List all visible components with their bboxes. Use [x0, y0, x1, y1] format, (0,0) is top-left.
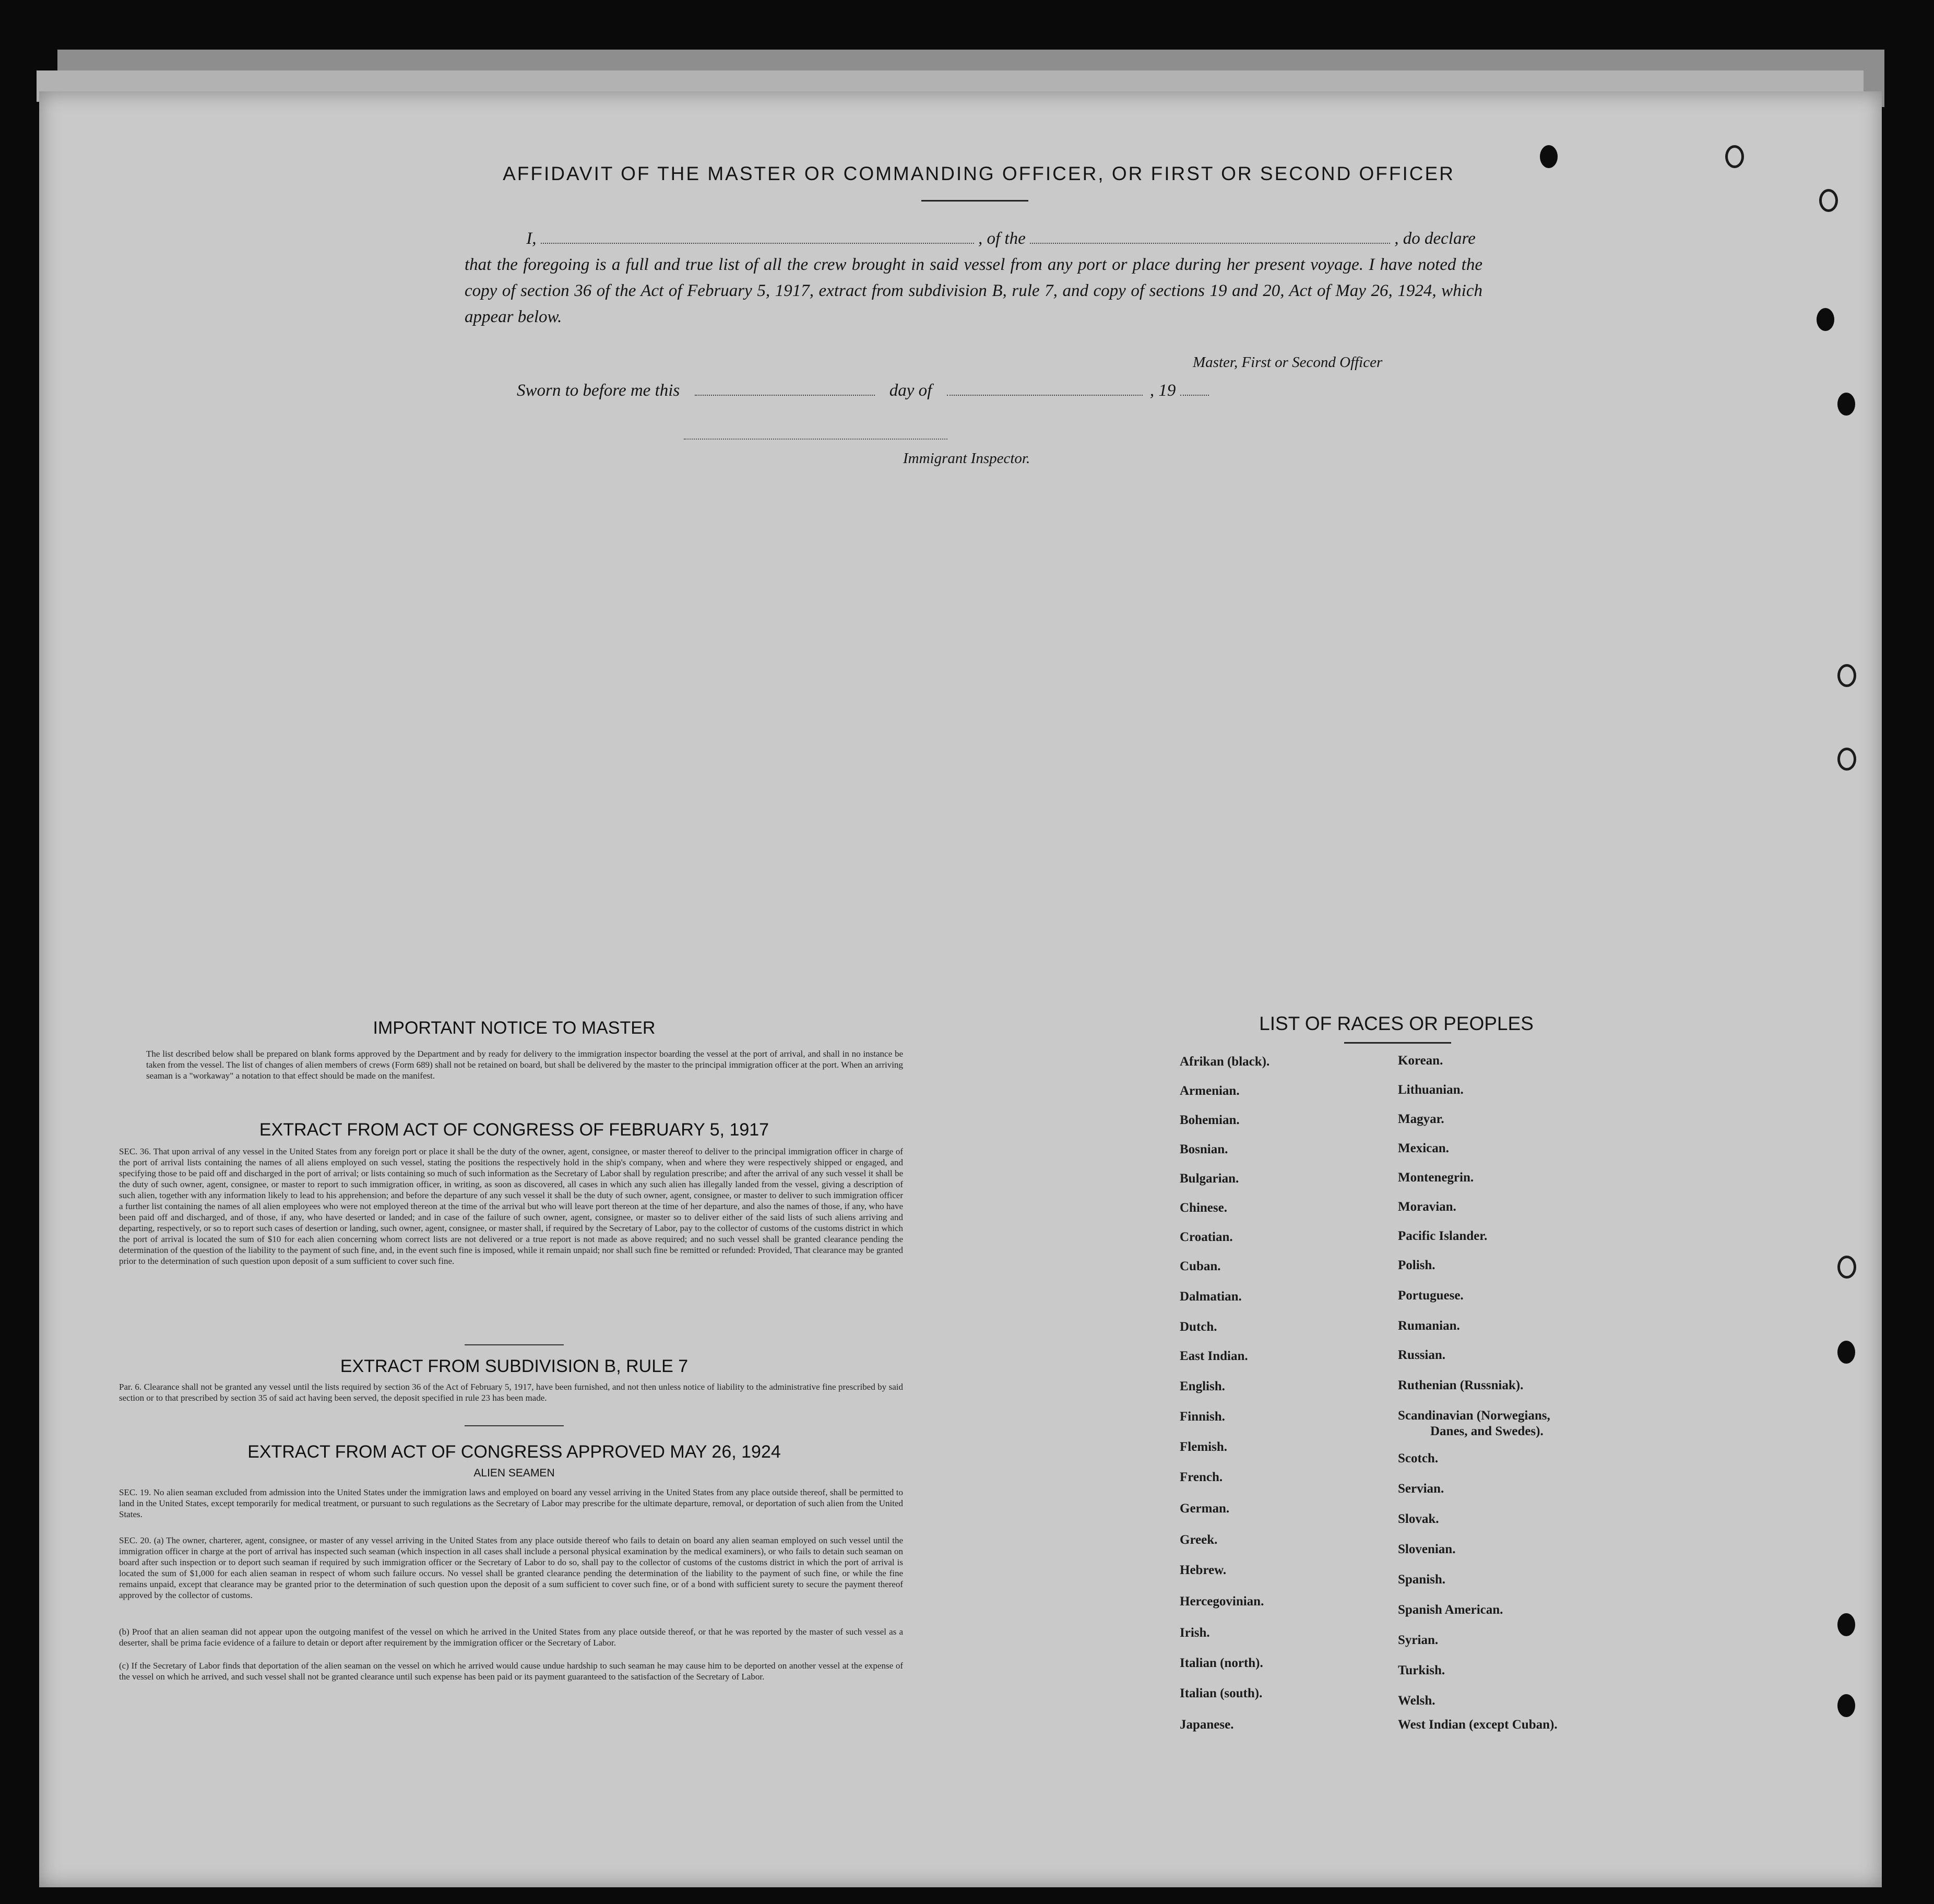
- notice-text: The list described below shall be prepared on blank forms approved by the Department and by ready for delivery to the immigration inspector boarding the vessel at the port of arrival, and shall in no instance be taken from the vessel. The list of changes of alien members of crews (Form 689) shall not be retained on board, but shall be delivered by the master to the principal immigration officer at the port. When an arriving seaman is a "workaway" a notation to that effect should be made on the manifest.: [146, 1049, 903, 1081]
- binder-hole-icon: [1837, 393, 1855, 416]
- race-left-item: German.: [1180, 1501, 1230, 1516]
- race-left-item: Hebrew.: [1180, 1563, 1227, 1577]
- race-right-item: Spanish American.: [1398, 1603, 1503, 1617]
- binder-hole-icon: [1837, 748, 1856, 771]
- race-right-item: Syrian.: [1398, 1633, 1439, 1647]
- master-signature-label: Master, First or Second Officer: [1193, 354, 1383, 371]
- race-right-item: Spanish.: [1398, 1572, 1446, 1587]
- race-left-item: Cuban.: [1180, 1259, 1221, 1273]
- extract-1924-sec20a: SEC. 20. (a) The owner, charterer, agent, consignee, or master of any vessel arriving in the United States from any place outside thereof who fails to detain on board any alien seaman employed on such vessel until the immigration officer in charge at the port of arrival has inspected such seaman (which inspection in all cases shall include a personal physical examination by the medical examiners), or who fails to detain such seaman on board after such inspection or to deport such seaman if required by such immigration officer or the Secretary of Labor to do so, shall pay to the collector of customs of the customs district in which the port of arrival is located the sum of $1,000 for each alien seaman in respect of whom such failure occurs. No vessel shall be granted clearance pending the determination of the liability to the payment of such fine, or while the fine remains unpaid, except that clearance may be granted prior to the determination of such question upon the deposit of a sum sufficient to cover such fine, or of a bond with sufficient surety to secure the payment thereof approved by the collector of customs.: [119, 1535, 903, 1600]
- race-right-item: Lithuanian.: [1398, 1083, 1464, 1097]
- year-label: , 19: [1149, 381, 1176, 400]
- race-left-item: East Indian.: [1180, 1349, 1248, 1363]
- race-left-item: Dutch.: [1180, 1320, 1217, 1334]
- race-left-item: Bohemian.: [1180, 1113, 1240, 1127]
- race-right-item: Russian.: [1398, 1348, 1446, 1362]
- race-right-item: Portuguese.: [1398, 1288, 1464, 1303]
- race-left-item: Bulgarian.: [1180, 1172, 1239, 1186]
- binder-hole-icon: [1837, 1341, 1855, 1364]
- extract-1917-text: SEC. 36. That upon arrival of any vessel in the United States from any foreign port or place it shall be the duty of the owner, agent, consignee, or master thereof to deliver to the principal immigration officer in charge of the port of arrival lists containing the names of all aliens employed on such vessel, stating the positions the respectively hold in the ship's company, when and where they were respectively shipped or engaged, and specifying those to be paid off and discharged in the port of arrival; or lists containing so much of such information as the Secretary of Labor shall by regulation prescribe; and after the arrival of any such vessel it shall be the duty of such owner, agent, consignee, or master to report to such immigration officer, in writing, as soon as discovered, all cases in which any such alien has illegally landed from the vessel, giving a description of such alien, together with any information likely to lead to his apprehension; and before the departure of any such vessel it shall be the duty of such owner, agent, consignee, or master to deliver to such immigration officer a further list containing the names of all alien employees who were not employed thereon at the time of the arrival but who will leave port thereon at the time of her departure, and also the names of those, if any, who have been paid off and discharged, and of those, if any, who have deserted or landed; and in case of the failure of such owner, agent, consignee, or master so to deliver either of the said lists of such aliens arriving and departing, respectively, or so to report such cases of desertion or landing, such owner, agent, consignee, or master shall, if required by the Secretary of Labor, pay to the collector of customs of the customs district in which the port of arrival is located the sum of $10 for each alien concerning whom correct lists are not delivered or a true report is not made as above required; and no such vessel shall be granted clearance pending the determination of the question of the liability to the payment of such fine, and, in the event such fine is imposed, while it remain unpaid; nor shall such fine be remitted or refunded: Provided, That clearance may be granted prior to the determination of such question upon deposit of a sum sufficient to cover such fine.: [119, 1146, 903, 1266]
- inspector-signature-line: [684, 439, 947, 440]
- race-right-item: Slovak.: [1398, 1512, 1439, 1526]
- race-left-item: Armenian.: [1180, 1084, 1240, 1098]
- race-right-item: Danes, and Swedes).: [1430, 1424, 1544, 1438]
- race-left-item: Hercegovinian.: [1180, 1594, 1264, 1609]
- race-left-item: Italian (north).: [1180, 1656, 1263, 1670]
- binder-hole-icon: [1837, 1613, 1855, 1636]
- race-right-item: West Indian (except Cuban).: [1398, 1718, 1558, 1732]
- extract-1917-title: EXTRACT FROM ACT OF CONGRESS OF FEBRUARY 5, 1917: [259, 1120, 769, 1140]
- affidavit-body: that the foregoing is a full and true list of all the crew brought in said vessel from any port or place during her present voyage. I have noted the copy of section 36 of the Act of February 5, 1917, extract from subdivision B, rule 7, and copy of sections 19 and 20, Act of May 26, 1924, which appear below.: [465, 255, 1482, 326]
- sworn-day-field[interactable]: [695, 389, 875, 396]
- race-right-item: Mexican.: [1398, 1141, 1449, 1155]
- affidavit-declare-label: , do declare: [1394, 229, 1476, 248]
- name-field[interactable]: [541, 238, 974, 244]
- affidavit-of-label: , of the: [978, 229, 1026, 248]
- race-left-item: English.: [1180, 1379, 1225, 1393]
- race-right-item: Scotch.: [1398, 1451, 1439, 1465]
- race-left-item: Finnish.: [1180, 1410, 1225, 1424]
- sworn-month-field[interactable]: [947, 389, 1143, 396]
- race-right-item: Moravian.: [1398, 1200, 1456, 1214]
- race-right-item: Polish.: [1398, 1258, 1435, 1272]
- affidavit-text: [465, 226, 1482, 330]
- sworn-line: [517, 381, 1209, 400]
- affidavit-i-label: I,: [526, 229, 537, 248]
- sworn-label: Sworn to before me this: [517, 381, 680, 400]
- race-right-item: Montenegrin.: [1398, 1170, 1474, 1185]
- binder-hole-icon: [1540, 145, 1558, 168]
- extract-1924-sec19: SEC. 19. No alien seaman excluded from admission into the United States under the immigration laws and employed on board any vessel arriving in the United States from any place outside thereof, shall be permitted to land in the United States, except temporarily for medical treatment, or pursuant to such regulations as the Secretary of Labor may prescribe for the ultimate departure, removal, or deportation of such alien from the United States.: [119, 1487, 903, 1519]
- subdivision-b-title: EXTRACT FROM SUBDIVISION B, RULE 7: [340, 1356, 689, 1376]
- day-of-label: day of: [889, 381, 932, 400]
- binder-hole-icon: [1725, 145, 1744, 168]
- race-left-item: Italian (south).: [1180, 1686, 1263, 1700]
- race-right-item: Turkish.: [1398, 1663, 1445, 1677]
- race-left-item: Afrikan (black).: [1180, 1055, 1270, 1069]
- section-divider: [465, 1425, 564, 1426]
- races-title: LIST OF RACES OR PEOPLES: [1259, 1013, 1534, 1034]
- binder-hole-icon: [1817, 308, 1834, 331]
- race-left-item: Flemish.: [1180, 1440, 1227, 1454]
- extract-1924-sec20b: (b) Proof that an alien seaman did not appear upon the outgoing manifest of the vessel on which he arrived in the United States from any place outside thereof, or that he was reported by the master of such vessel as a deserter, shall be prima facie evidence of a failure to detain or deport after requirement by the immigration officer or the Secretary of Labor.: [119, 1627, 903, 1648]
- extract-1924-title: EXTRACT FROM ACT OF CONGRESS APPROVED MAY 26, 1924: [247, 1442, 781, 1462]
- race-right-item: Pacific Islander.: [1398, 1229, 1488, 1243]
- race-right-item: Servian.: [1398, 1482, 1444, 1496]
- notice-title: IMPORTANT NOTICE TO MASTER: [373, 1018, 656, 1038]
- section-divider: [465, 1344, 564, 1345]
- races-divider: [1344, 1042, 1451, 1044]
- race-right-item: Ruthenian (Russniak).: [1398, 1378, 1524, 1392]
- vessel-field[interactable]: [1030, 238, 1390, 244]
- document-page: [39, 91, 1882, 1887]
- sworn-year-field[interactable]: [1180, 389, 1209, 396]
- race-right-item: Welsh.: [1398, 1694, 1435, 1708]
- race-left-item: French.: [1180, 1470, 1223, 1484]
- race-right-item: Rumanian.: [1398, 1319, 1460, 1333]
- affidavit-declare-line: [465, 226, 1482, 252]
- race-left-item: Chinese.: [1180, 1201, 1227, 1215]
- extract-1924-sec20c: (c) If the Secretary of Labor finds that deportation of the alien seaman on the vessel on which he arrived would cause undue hardship to such seaman he may cause him to be deported on another vessel at the expense of the vessel on which he arrived, and such vessel shall not be granted clearance until such expense has been paid or its payment guaranteed to the satisfaction of the Secretary of Labor.: [119, 1661, 903, 1682]
- binder-hole-icon: [1837, 1694, 1855, 1717]
- race-left-item: Japanese.: [1180, 1718, 1234, 1732]
- race-left-item: Bosnian.: [1180, 1142, 1228, 1156]
- binder-hole-icon: [1837, 664, 1856, 687]
- race-right-item: Slovenian.: [1398, 1542, 1456, 1556]
- race-left-item: Dalmatian.: [1180, 1290, 1242, 1304]
- subdivision-b-text: Par. 6. Clearance shall not be granted any vessel until the lists required by section 36 of the Act of February 5, 1917, have been furnished, and not then unless notice of liability to the administrative fine prescribed by said section or to that prescribed by section 35 of said act having been served, the deposit specified in rule 23 has been made.: [119, 1382, 903, 1403]
- race-left-item: Croatian.: [1180, 1230, 1233, 1244]
- race-left-item: Greek.: [1180, 1533, 1218, 1547]
- title-divider: [921, 200, 1028, 202]
- alien-seamen-subtitle: ALIEN SEAMEN: [473, 1467, 555, 1479]
- inspector-label: Immigrant Inspector.: [903, 450, 1030, 467]
- race-right-item: Magyar.: [1398, 1112, 1444, 1126]
- race-left-item: Irish.: [1180, 1626, 1210, 1640]
- race-right-item: Scandinavian (Norwegians,: [1398, 1409, 1550, 1423]
- affidavit-title: AFFIDAVIT OF THE MASTER OR COMMANDING OFFICER, OR FIRST OR SECOND OFFICER: [503, 163, 1455, 184]
- binder-hole-icon: [1837, 1256, 1856, 1279]
- binder-hole-icon: [1819, 189, 1838, 212]
- race-right-item: Korean.: [1398, 1054, 1443, 1068]
